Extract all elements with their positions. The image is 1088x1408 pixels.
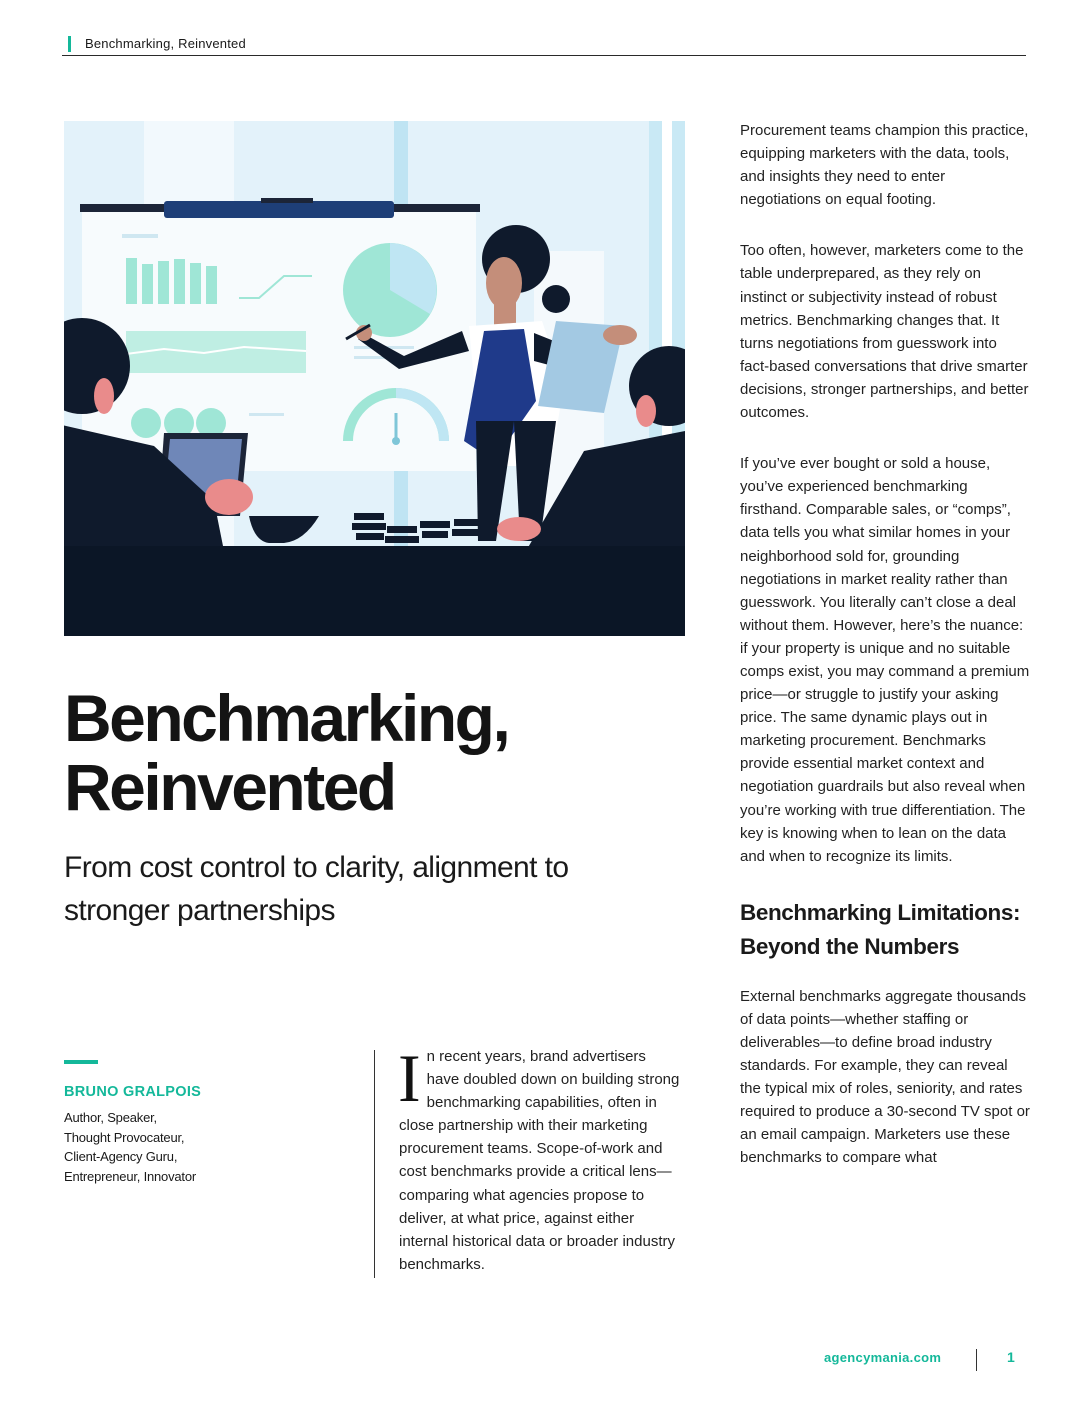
author-roles (64, 1108, 196, 1186)
footer-site-link[interactable]: agencymania.com (824, 1350, 942, 1365)
drop-cap: I (398, 1040, 421, 1116)
right-column (740, 119, 1030, 1170)
header-rule (62, 55, 1026, 56)
body-paragraph-4: External benchmarks aggregate thousands of data points—whether staffing or deliverables—to define broad industry standards. For example, they can reveal the typical mix of roles, seniority, and rates required to produce a 30-second TV spot or an email campaign. Marketers use these benchmarks to compare what (740, 987, 1030, 1167)
page-number: 1 (1007, 1349, 1015, 1365)
intro-text: n recent years, brand advertisers have doubled down on building strong benchmarking capabilities, often in close partnership with their marketing procurement teams. Scope-of-work and cost benchmarks provide a critical lens—comparing what agencies propose to deliver, at what price, against either internal historical data or broader industry benchmarks. (399, 1048, 680, 1273)
hero-illustration (64, 121, 685, 636)
running-header-title: Benchmarking, Reinvented (85, 36, 246, 51)
title-line-2: Reinvented (64, 750, 395, 824)
header-accent-bar (68, 36, 71, 52)
author-role: Thought Provocateur, (64, 1129, 185, 1145)
body-paragraph-3: If you’ve ever bought or sold a house, you’ve experienced benchmarking firsthand. Comparable sales, or “comps”, data tells you what similar homes in your neighborhood sold for, grounding negotiations in market reality rather than guesswork. You literally can’t close a deal without them. However, here’s the nuance: if your property is unique and no suitable comps exist, you may command a premium price—or struggle to justify your asking price. The same dynamic plays out in marketing procurement. Benchmarks provide essential market context and negotiation guardrails but also reveal when you’re working with true differentiation. The key is knowing when to lean on the data and when to recognize its limits. (740, 455, 1030, 865)
footer-divider (976, 1349, 977, 1371)
author-accent-rule (64, 1060, 98, 1064)
title-line-1: Benchmarking, (64, 681, 509, 755)
section-heading: Benchmarking Limitations: Beyond the Numbers (740, 899, 1021, 959)
presentation-illustration (64, 121, 685, 636)
intro-paragraph (398, 1040, 681, 1276)
body-paragraph-2: Too often, however, marketers come to the table underprepared, as they rely on instinct or subjectivity instead of robust metrics. Benchmarking changes that. It turns negotiations from guesswork into fact-based conversations that drive smarter decisions, stronger partnerships, and better outcomes. (740, 242, 1029, 422)
article-title (64, 681, 684, 824)
author-name: BRUNO GRALPOIS (64, 1084, 202, 1100)
author-role: Client-Agency Guru, (64, 1149, 178, 1164)
author-role: Entrepreneur, Innovator (64, 1168, 196, 1184)
author-role: Author, Speaker, (64, 1110, 157, 1125)
body-paragraph-1: Procurement teams champion this practice, equipping marketers with the data, tools, and insights they need to enter negotiations on equal footing. (740, 122, 1029, 209)
article-subtitle: From cost control to clarity, alignment to stronger partnerships (64, 851, 569, 927)
intro-divider (374, 1050, 375, 1278)
